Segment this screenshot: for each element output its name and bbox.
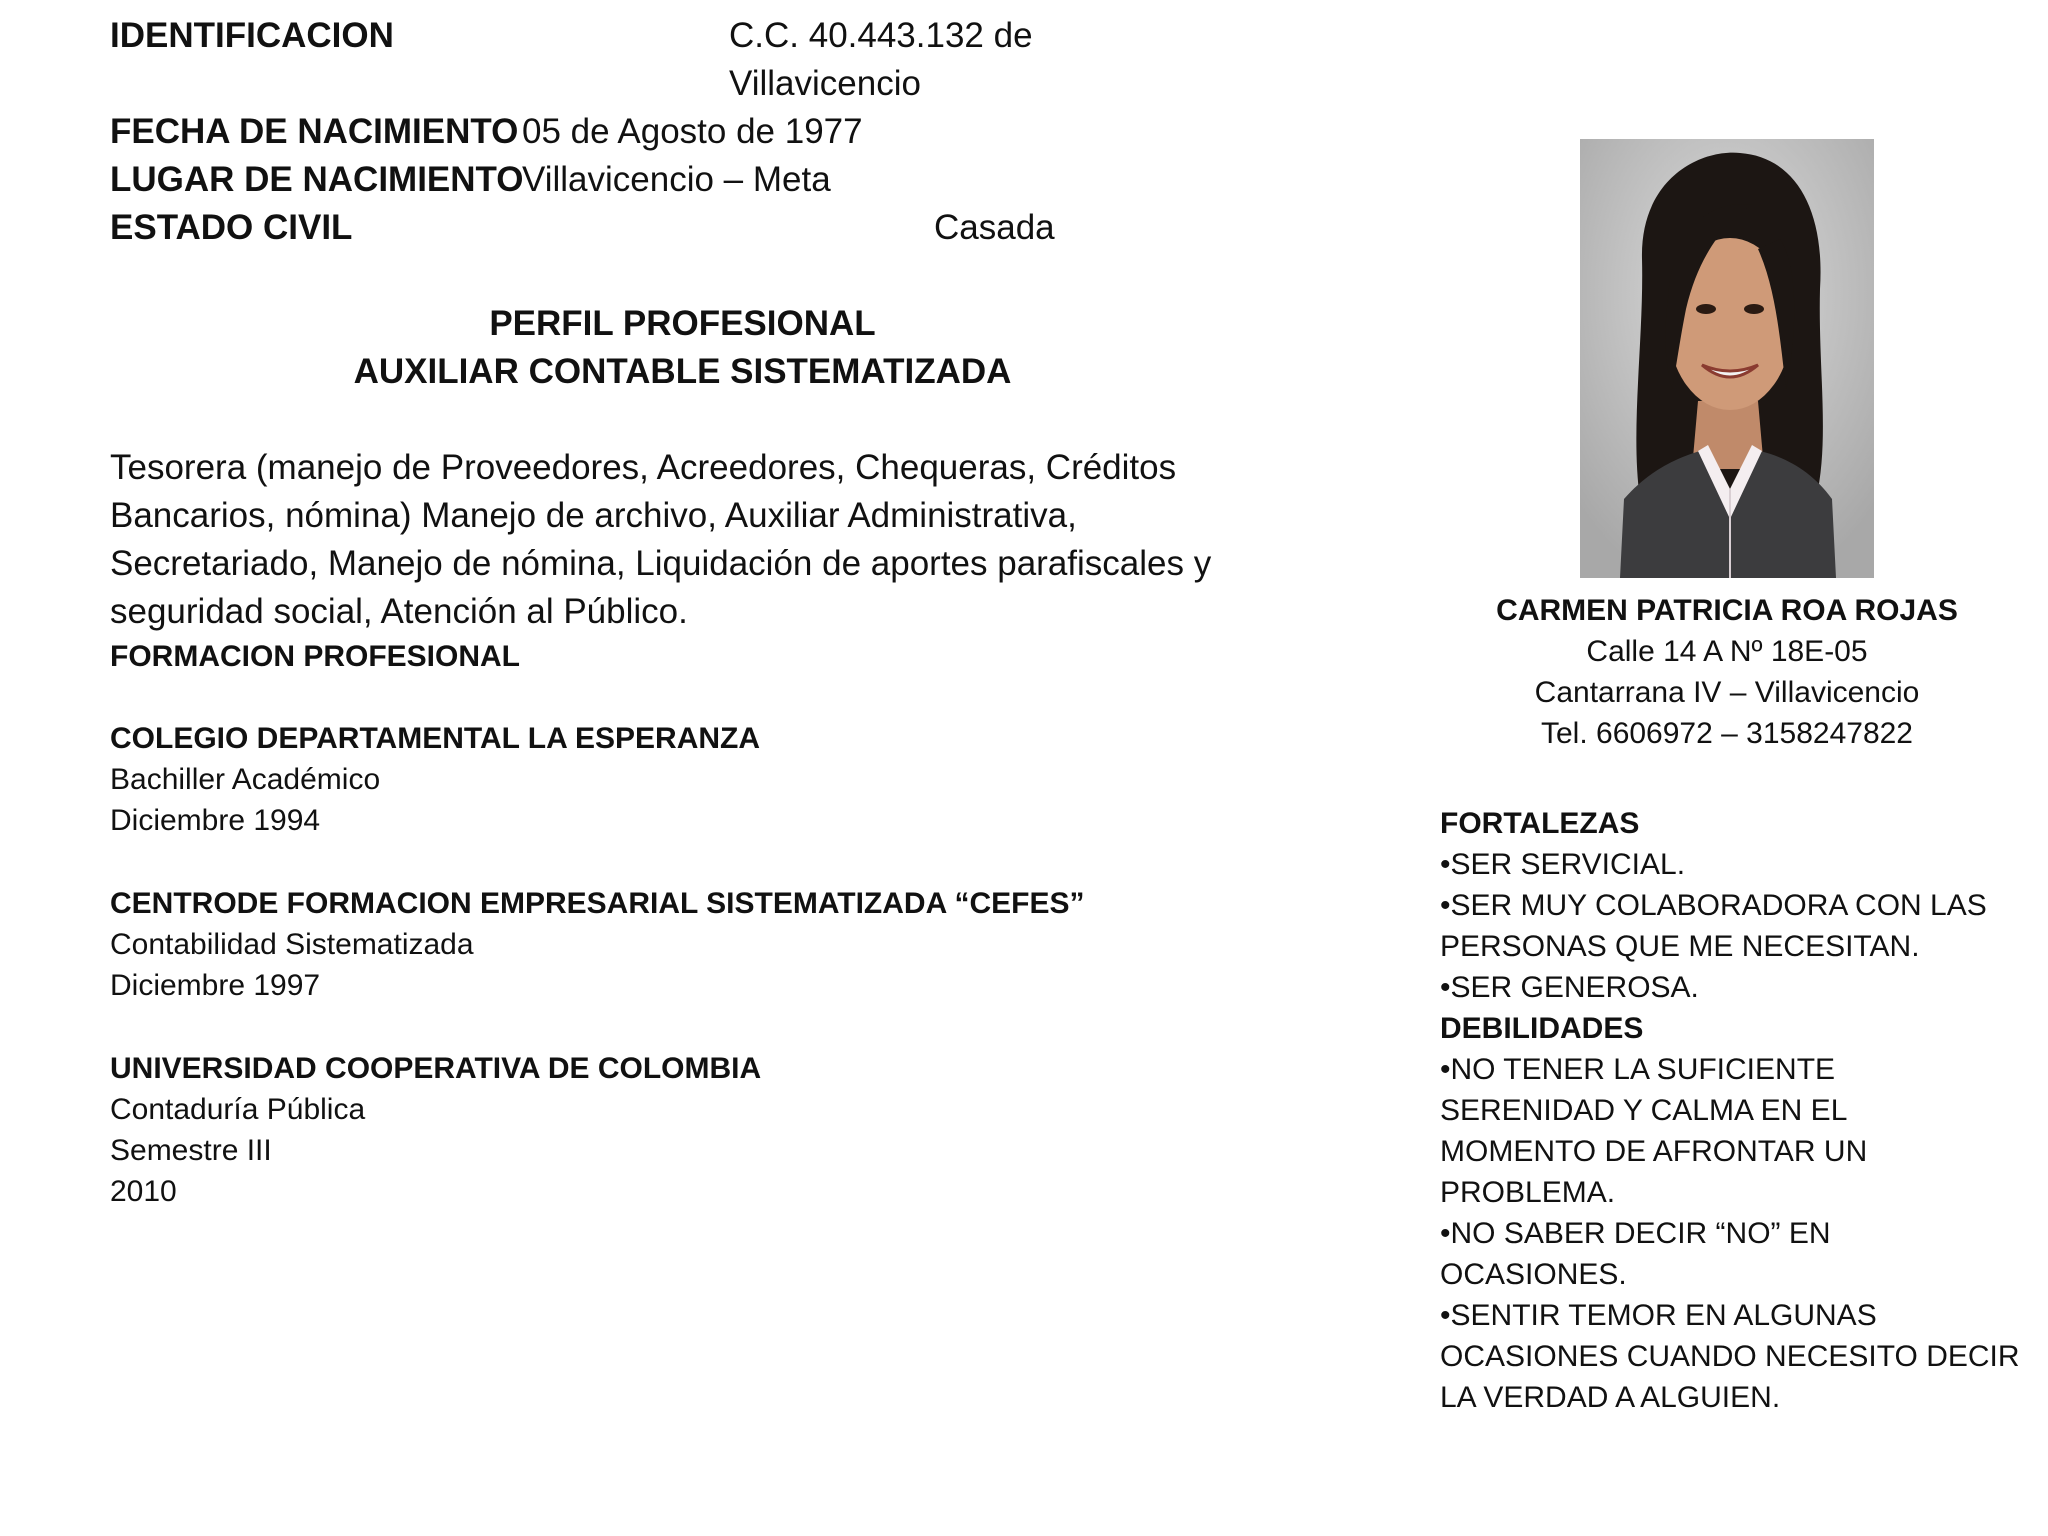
contact-address: Calle 14 A Nº 18E-05	[1586, 635, 1868, 668]
debilidad-line: LA VERDAD A ALGUIEN.	[1440, 1381, 1781, 1414]
identificacion-value	[729, 12, 1033, 108]
education-institution: COLEGIO DEPARTAMENTAL LA ESPERANZA	[110, 722, 761, 755]
debilidad-line: MOMENTO DE AFRONTAR UN	[1440, 1135, 1868, 1168]
perfil-heading	[110, 300, 1255, 396]
estado-civil-value: Casada	[934, 208, 1055, 247]
education-detail: Semestre III	[110, 1134, 272, 1167]
profile-photo	[1580, 139, 1874, 578]
education-item	[110, 1048, 761, 1212]
education-detail: Diciembre 1994	[110, 804, 321, 837]
perfil-heading-line2: AUXILIAR CONTABLE SISTEMATIZADA	[353, 352, 1012, 391]
contact-city: Cantarrana IV – Villavicencio	[1534, 676, 1920, 709]
education-detail: Contabilidad Sistematizada	[110, 928, 474, 961]
fortaleza-line: •SER GENEROSA.	[1440, 971, 1699, 1004]
education-detail: Diciembre 1997	[110, 969, 321, 1002]
fecha-nacimiento-label: FECHA DE NACIMIENTO	[110, 112, 519, 151]
debilidad-line: OCASIONES.	[1440, 1258, 1627, 1291]
debilidad-line: •NO SABER DECIR “NO” EN	[1440, 1217, 1831, 1250]
fortalezas-heading: FORTALEZAS	[1440, 807, 1640, 840]
education-institution: CENTRODE FORMACION EMPRESARIAL SISTEMATIZADA “CEFES”	[110, 887, 1085, 920]
education-institution: UNIVERSIDAD COOPERATIVA DE COLOMBIA	[110, 1052, 762, 1085]
formacion-heading: FORMACION PROFESIONAL	[110, 640, 520, 673]
debilidad-line: •SENTIR TEMOR EN ALGUNAS	[1440, 1299, 1877, 1332]
debilidad-line: •NO TENER LA SUFICIENTE	[1440, 1053, 1836, 1086]
education-detail: Contaduría Pública	[110, 1093, 366, 1126]
education-detail: 2010	[110, 1175, 177, 1208]
debilidades-heading: DEBILIDADES	[1440, 1012, 1644, 1045]
perfil-heading-line1: PERFIL PROFESIONAL	[489, 304, 876, 343]
debilidad-line: OCASIONES CUANDO NECESITO DECIR	[1440, 1340, 2020, 1373]
fortaleza-line: PERSONAS QUE ME NECESITAN.	[1440, 930, 1920, 963]
estado-civil-label: ESTADO CIVIL	[110, 208, 353, 247]
fortaleza-line: •SER MUY COLABORADORA CON LAS	[1440, 889, 1987, 922]
fortaleza-line: •SER SERVICIAL.	[1440, 848, 1686, 881]
education-item	[110, 718, 760, 841]
identificacion-value-line1: C.C. 40.443.132 de	[729, 16, 1033, 55]
debilidad-line: SERENIDAD Y CALMA EN EL	[1440, 1094, 1848, 1127]
contact-block	[1480, 590, 1974, 754]
contact-phone: Tel. 6606972 – 3158247822	[1540, 717, 1913, 750]
education-detail: Bachiller Académico	[110, 763, 381, 796]
lugar-nacimiento-value: Villavicencio – Meta	[522, 160, 831, 199]
perfil-text: Tesorera (manejo de Proveedores, Acreedores, Chequeras, Créditos Bancarios, nómina) Manejo de archivo, Auxiliar Administrativa, Secretariado, Manejo de nómina, Liquidación de aportes parafiscales y seguridad social, Atención al Público.	[110, 448, 1212, 631]
candidate-name: CARMEN PATRICIA ROA ROJAS	[1496, 594, 1958, 627]
traits-block	[1440, 803, 2020, 1418]
lugar-nacimiento-label: LUGAR DE NACIMIENTO	[110, 160, 524, 199]
debilidad-line: PROBLEMA.	[1440, 1176, 1616, 1209]
identificacion-value-line2: Villavicencio	[729, 64, 921, 103]
identificacion-label: IDENTIFICACION	[110, 16, 394, 55]
education-item	[110, 883, 1084, 1006]
fecha-nacimiento-value: 05 de Agosto de 1977	[522, 112, 863, 151]
